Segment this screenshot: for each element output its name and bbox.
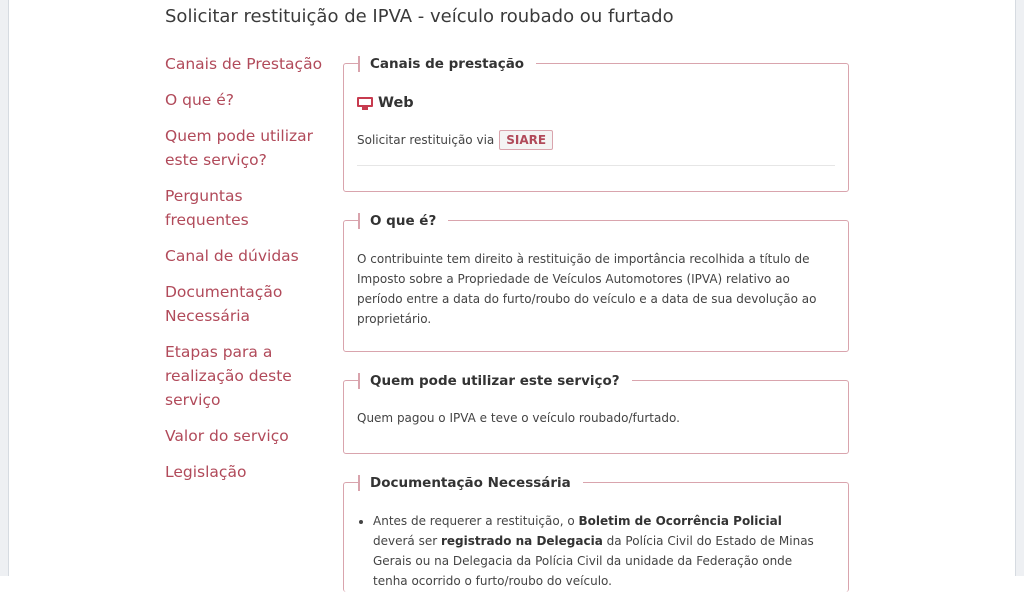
side-navigation (165, 52, 325, 496)
oque-card-title: O que é? (370, 213, 437, 229)
doc-text: Antes de requerer a restituição, o (373, 514, 579, 528)
quem-text: Quem pagou o IPVA e teve o veículo roubado/furtado. (357, 411, 680, 425)
page-title: Solicitar restituição de IPVA - veículo roubado ou furtado (165, 6, 674, 27)
documentacao-card-title: Documentação Necessária (370, 475, 571, 491)
sidenav-link-valor[interactable]: Valor do serviço (165, 427, 289, 445)
sidenav-link-legislacao[interactable]: Legislação (165, 463, 247, 481)
web-channel-row (357, 95, 414, 111)
card-divider (357, 165, 835, 166)
sidenav-link-quem[interactable]: Quem pode utilizar este serviço? (165, 127, 314, 169)
documentacao-body (357, 511, 827, 591)
sidenav-link-documentacao[interactable]: Documentação Necessária (165, 283, 283, 325)
doc-text: da Polícia Civil do Estado de Minas Gerais ou na Delegacia da Polícia Civil da unidade da Federação onde tenha ocorrido o furto/roubo do veículo. (373, 534, 814, 588)
via-row (357, 130, 553, 150)
oque-text: O contribuinte tem direito à restituição de importância recolhida a título de Imposto sobre a Propriedade de Veículos Automotores (IPVA) relativo ao período entre a data do furto/roubo do veículo e a data de sua devolução ao proprietário. (357, 252, 817, 326)
sidenav-link-duvidas[interactable]: Canal de dúvidas (165, 247, 299, 265)
oque-card (343, 213, 849, 352)
sidenav-link-canais[interactable]: Canais de Prestação (165, 55, 323, 73)
header-tick (358, 475, 360, 491)
header-tick (358, 213, 360, 229)
quem-card (343, 373, 849, 454)
left-edge-strip (0, 0, 9, 576)
doc-bold-text: registrado na Delegacia (440, 534, 603, 548)
sidenav-link-perguntas[interactable]: Perguntas frequentes (165, 187, 249, 229)
web-channel-label: Web (378, 95, 414, 111)
quem-card-title: Quem pode utilizar este serviço? (370, 373, 620, 389)
list-item (373, 511, 827, 591)
sidenav-link-etapas[interactable]: Etapas para a realização deste serviço (165, 343, 292, 409)
documentacao-card-header (360, 469, 583, 497)
sidenav-link-oque[interactable]: O que é? (165, 91, 235, 109)
right-edge-strip (1015, 0, 1024, 576)
doc-text: deverá ser (373, 534, 441, 548)
canais-card (343, 56, 849, 192)
doc-bold-text: Boletim de Ocorrência Policial (578, 514, 782, 528)
oque-card-header (360, 207, 448, 235)
header-tick (358, 56, 360, 72)
canais-card-title: Canais de prestação (370, 56, 525, 72)
siare-button[interactable]: SIARE (499, 130, 553, 150)
monitor-icon (357, 97, 373, 110)
canais-card-header (360, 50, 536, 78)
header-tick (358, 373, 360, 389)
via-text: Solicitar restituição via (357, 133, 495, 147)
documentacao-list (357, 511, 827, 591)
quem-card-header (360, 367, 632, 395)
